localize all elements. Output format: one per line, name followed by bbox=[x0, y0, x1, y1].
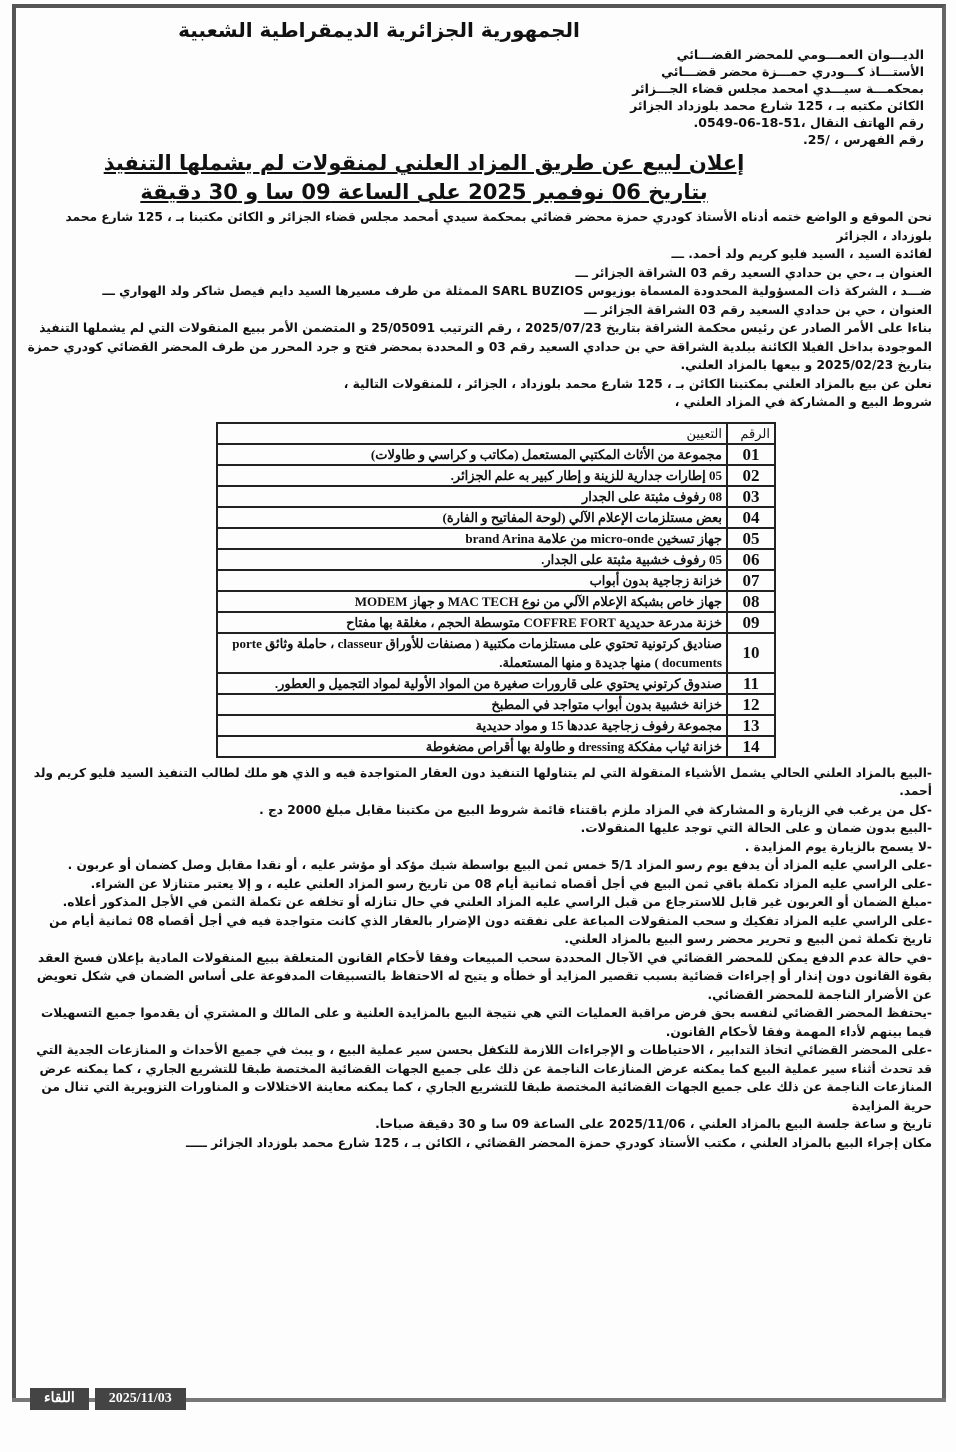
sale-location: مكان إجراء البيع بالمزاد العلني ، مكتب الأستاذ كودري حمزة المحضر القضائي ، الكائن بـ ، 125 شارع محمد بلوزداد الجزائر ـــــ bbox=[186, 1135, 932, 1150]
item-number: 09 bbox=[727, 612, 775, 633]
condition-paragraph: -في حالة عدم الدفع يمكن للمحضر القضائي في الآجال المحددة سحب المبيعات وفقا لأحكام القانون المتعلقة ببيع المنقولات المادية بإعلان فسخ العقد بقوة القانون دون إنذار أو إجراءات قضائية بسبب تقصير المزايد أو خطأه و يتيح له الاحتفاظ بالتسبيقات المدفوعة على أساس الضمان في شكل تعويض عن الأضرار الناجمة للمحضر القضائي. bbox=[36, 950, 932, 1002]
column-header-number: الرقم bbox=[727, 423, 775, 444]
table-row bbox=[217, 736, 775, 757]
item-number: 03 bbox=[727, 486, 775, 507]
item-number: 12 bbox=[727, 694, 775, 715]
item-description: صندوق كرتوني يحتوي على قارورات صغيرة من المواد الأولية لمواد التجميل و العطور. bbox=[217, 673, 727, 694]
condition-paragraph: -كل من يرغب في الزيارة و المشاركة في المزاد ملزم باقتناء قائمة شروط البيع من مكتبنا مقابل مبلغ 2000 دج . bbox=[259, 802, 932, 817]
header-line: الأستـــاذ كـــودري حمـــزة محضر قضـــائي bbox=[661, 64, 924, 79]
condition-paragraph: -على الراسي عليه المزاد تفكيك و سحب المنقولات المباعة على نفقته دون الإضرار بالعقار الذي كانت متواجدة فيه في أجل أقصاه 08 ثمانية أيام من تاريخ تكملة ثمن البيع و تحرير محضر رسو البيع بالمزاد العلني. bbox=[49, 913, 932, 946]
table-row bbox=[217, 612, 775, 633]
table-row bbox=[217, 444, 775, 465]
republic-title: الجمهورية الجزائرية الديمقراطية الشعبية bbox=[178, 18, 580, 42]
item-description: خزنة مدرعة حديدية COFFRE FORT متوسطة الحجم ، مغلقة بها مفتاح bbox=[217, 612, 727, 633]
intro-paragraph: العنوان ، حي بن حدادي السعيد رقم 03 الشراقة الجزائر ـــ bbox=[584, 302, 932, 317]
table-row bbox=[217, 486, 775, 507]
item-description: 05 رفوف خشبية مثبتة على الجدار. bbox=[217, 549, 727, 570]
item-description: خزانة خشبية بدون أبواب متواجد في المطبخ bbox=[217, 694, 727, 715]
intro-paragraph: نحن الموقع و الواضع ختمه أدناه الأستاذ كودري حمزة محضر قضائي بمحكمة سيدي أمحمد مجلس قضاء الجزائر و الكائن مكتبنا بـ ، 125 شارع محمد بلوزداد ، الجزائر bbox=[65, 210, 932, 243]
table-row bbox=[217, 570, 775, 591]
announcement-title: إعلان لبيع عن طريق المزاد العلني لمنقولات لم يشملها التنفيذ bbox=[103, 151, 745, 175]
item-description: بعض مستلزمات الإعلام الآلي (لوحة المفاتيح و الفارة) bbox=[217, 507, 727, 528]
item-number: 06 bbox=[727, 549, 775, 570]
item-number: 10 bbox=[727, 633, 775, 673]
newspaper-name: اللقاء bbox=[30, 1388, 89, 1410]
intro-paragraph: بناءا على الأمر الصادر عن رئيس محكمة الشراقة بتاريخ 2025/07/23 ، رقم الترتيب 25/05091 و المتضمن الأمر ببيع المنقولات التي لم يشملها التنفيذ الموجودة بداخل الفيلا الكائنة ببلدية الشراقة حي بن حدادي السعيد رقم 03 و المحددة بمحضر فتح و جرد المحرر من طرف المحضر القضائي كودري حمزة بتاريخ 2025/02/23 و بيعها بالمزاد العلني. bbox=[27, 321, 932, 372]
item-description: صناديق كرتونية تحتوي على مستلزمات مكتبية ( مصنفات للأوراق classeur ، حاملة وثائق porte documents ) منها جديدة و منها المستعملة. bbox=[217, 633, 727, 673]
item-description: جهاز تسخين micro-onde من علامة brand Arina bbox=[217, 528, 727, 549]
item-number: 01 bbox=[727, 444, 775, 465]
announcement-date: بتاريخ 06 نوفمبر 2025 على الساعة 09 سا و 30 دقيقة bbox=[140, 180, 708, 204]
header-line: الديـــوان العمـــومي للمحضر القضـــائي bbox=[676, 47, 924, 62]
item-description: 05 إطارات جدارية للزينة و إطار كبير به علم الجزائر. bbox=[217, 465, 727, 486]
condition-paragraph: -لا يسمح بالزيارة يوم المزايدة . bbox=[744, 839, 932, 854]
condition-paragraph: -على الراسي عليه المزاد أن يدفع يوم رسو المزاد 5/1 خمس ثمن البيع بواسطة شيك مؤكد أو مؤشر عليه ، أو نقدا مقابل وصل كضمان أو عربون . bbox=[67, 858, 932, 872]
table-header-row bbox=[217, 423, 775, 444]
item-number: 14 bbox=[727, 736, 775, 757]
item-number: 02 bbox=[727, 465, 775, 486]
table-row bbox=[217, 507, 775, 528]
condition-paragraph: -على الراسي عليه المزاد تكملة باقي ثمن البيع في أجل أقصاه ثمانية أيام 08 من تاريخ رسو المزاد العلني عليه ، و إلا يعتبر متنازلا عن الشراء. bbox=[90, 876, 932, 891]
column-header-designation: التعيين bbox=[217, 423, 727, 444]
table-row bbox=[217, 633, 775, 673]
sale-datetime: تاريخ و ساعة جلسة البيع بالمزاد العلني ، 2025/11/06 على الساعة 09 سا و 30 دقيقة صباحا. bbox=[375, 1117, 932, 1131]
item-description: 08 رفوف مثبتة على الجدار bbox=[217, 486, 727, 507]
intro-paragraph: نعلن عن بيع بالمزاد العلني بمكتبنا الكائن بـ ، 125 شارع محمد بلوزداد ، الجزائر ، للمنقولات التالية ، bbox=[343, 376, 932, 391]
legal-notice bbox=[22, 8, 936, 1152]
items-table bbox=[216, 422, 776, 758]
item-number: 04 bbox=[727, 507, 775, 528]
table-body bbox=[217, 444, 775, 757]
item-description: مجموعة من الأثاث المكتبي المستعمل (مكاتب و كراسي و طاولات) bbox=[217, 444, 727, 465]
condition-paragraph: -مبلغ الضمان أو العربون غير قابل للاسترجاع من قبل الراسي عليه المزاد العلني في حال تنازله أو تخلفه عن تكملة الثمن في الأجل المذكور أعلاه. bbox=[62, 895, 932, 909]
intro-section bbox=[22, 208, 936, 412]
item-description: خزانة زجاجية بدون أبواب bbox=[217, 570, 727, 591]
item-description: مجموعة رفوف زجاجية عددها 15 و مواد حديدية bbox=[217, 715, 727, 736]
intro-paragraph: العنوان بـ ،حي بن حدادي السعيد رقم 03 الشراقة الجزائر ـــ bbox=[575, 265, 932, 280]
table-row bbox=[217, 465, 775, 486]
item-number: 05 bbox=[727, 528, 775, 549]
item-number: 13 bbox=[727, 715, 775, 736]
item-number: 08 bbox=[727, 591, 775, 612]
index-line: رقم الفهرس ، /25. bbox=[803, 132, 924, 147]
table-row bbox=[217, 528, 775, 549]
table-row bbox=[217, 673, 775, 694]
office-header bbox=[22, 46, 936, 148]
phone-line: رقم الهاتف النقال ،51-18-06-0549. bbox=[693, 115, 924, 130]
publication-date: 2025/11/03 bbox=[95, 1388, 186, 1410]
condition-paragraph: -البيع بدون ضمان و على الحالة التي توجد عليها المنقولات. bbox=[580, 821, 932, 835]
item-number: 11 bbox=[727, 673, 775, 694]
table-row bbox=[217, 591, 775, 612]
conditions-section bbox=[22, 764, 936, 1153]
table-row bbox=[217, 694, 775, 715]
intro-paragraph: شروط البيع و المشاركة في المزاد العلني ، bbox=[674, 395, 932, 409]
publication-footer bbox=[30, 1388, 192, 1410]
item-description: خزانة ثياب مفككة dressing و طاولة بها أقراص مضغوطة bbox=[217, 736, 727, 757]
header-line: الكائن مكتبه بـ ، 125 شارع محمد بلوزداد الجزائر bbox=[630, 98, 924, 113]
condition-paragraph: -يحتفظ المحضر القضائي لنفسه بحق فرض مراقبة العمليات التي هي نتيجة البيع بالمزايدة العلنية و على المالك و المشتري أن يقدموا جميع التسهيلات فيما بينهم لأداء المهمة وفقا لأحكام القانون. bbox=[40, 1006, 932, 1039]
header-line: بمحكمـــة سيـــدي امحمد مجلس قضاء الجـــزائر bbox=[632, 81, 924, 96]
condition-paragraph: -البيع بالمزاد العلني الحالي يشمل الأشياء المنقولة التي لم يتناولها التنفيذ دون العقار المتواجدة فيه و الذي هو ملك لطالب التنفيذ السيد فليو كريم ولد أحمد. bbox=[33, 765, 932, 798]
table-row bbox=[217, 715, 775, 736]
item-number: 07 bbox=[727, 570, 775, 591]
condition-paragraph: -على المحضر القضائي اتخاذ التدابير ، الاحتياطات و الإجراءات اللازمة للتكفل بحسن سير عملية البيع ، و يبث في جميع الأحداث و المنازعات الجدية التي قد تحدث أثناء سير عملية البيع كما يمكنه عرض المنازعات الناجمة عن ذلك على جميع الجهات القضائية المختصة طبقا للتشريع الجاري ، كما يمكنه عرض المنازعات الناجمة عن ذلك على جميع الجهات القضائية المختصة طبقا للتشريع الجاري ، كما يمكنه معاينة الاختلالات و المناورات التزويرية التي تنال من حرية المزايدة bbox=[36, 1043, 932, 1113]
intro-paragraph: لفائدة السيد ، السيد فليو كريم ولد أحمد. ـــ bbox=[671, 247, 932, 261]
intro-paragraph: ضـــد ، الشركة ذات المسؤولية المحدودة المسماة بوزيوس SARL BUZIOS الممثلة من طرف مسيرها السيد دايم فيصل شاكر ولد الهواري ـــ bbox=[102, 284, 932, 298]
item-description: جهاز خاص بشبكة الإعلام الآلي من نوع MAC TECH و جهاز MODEM bbox=[217, 591, 727, 612]
table-row bbox=[217, 549, 775, 570]
